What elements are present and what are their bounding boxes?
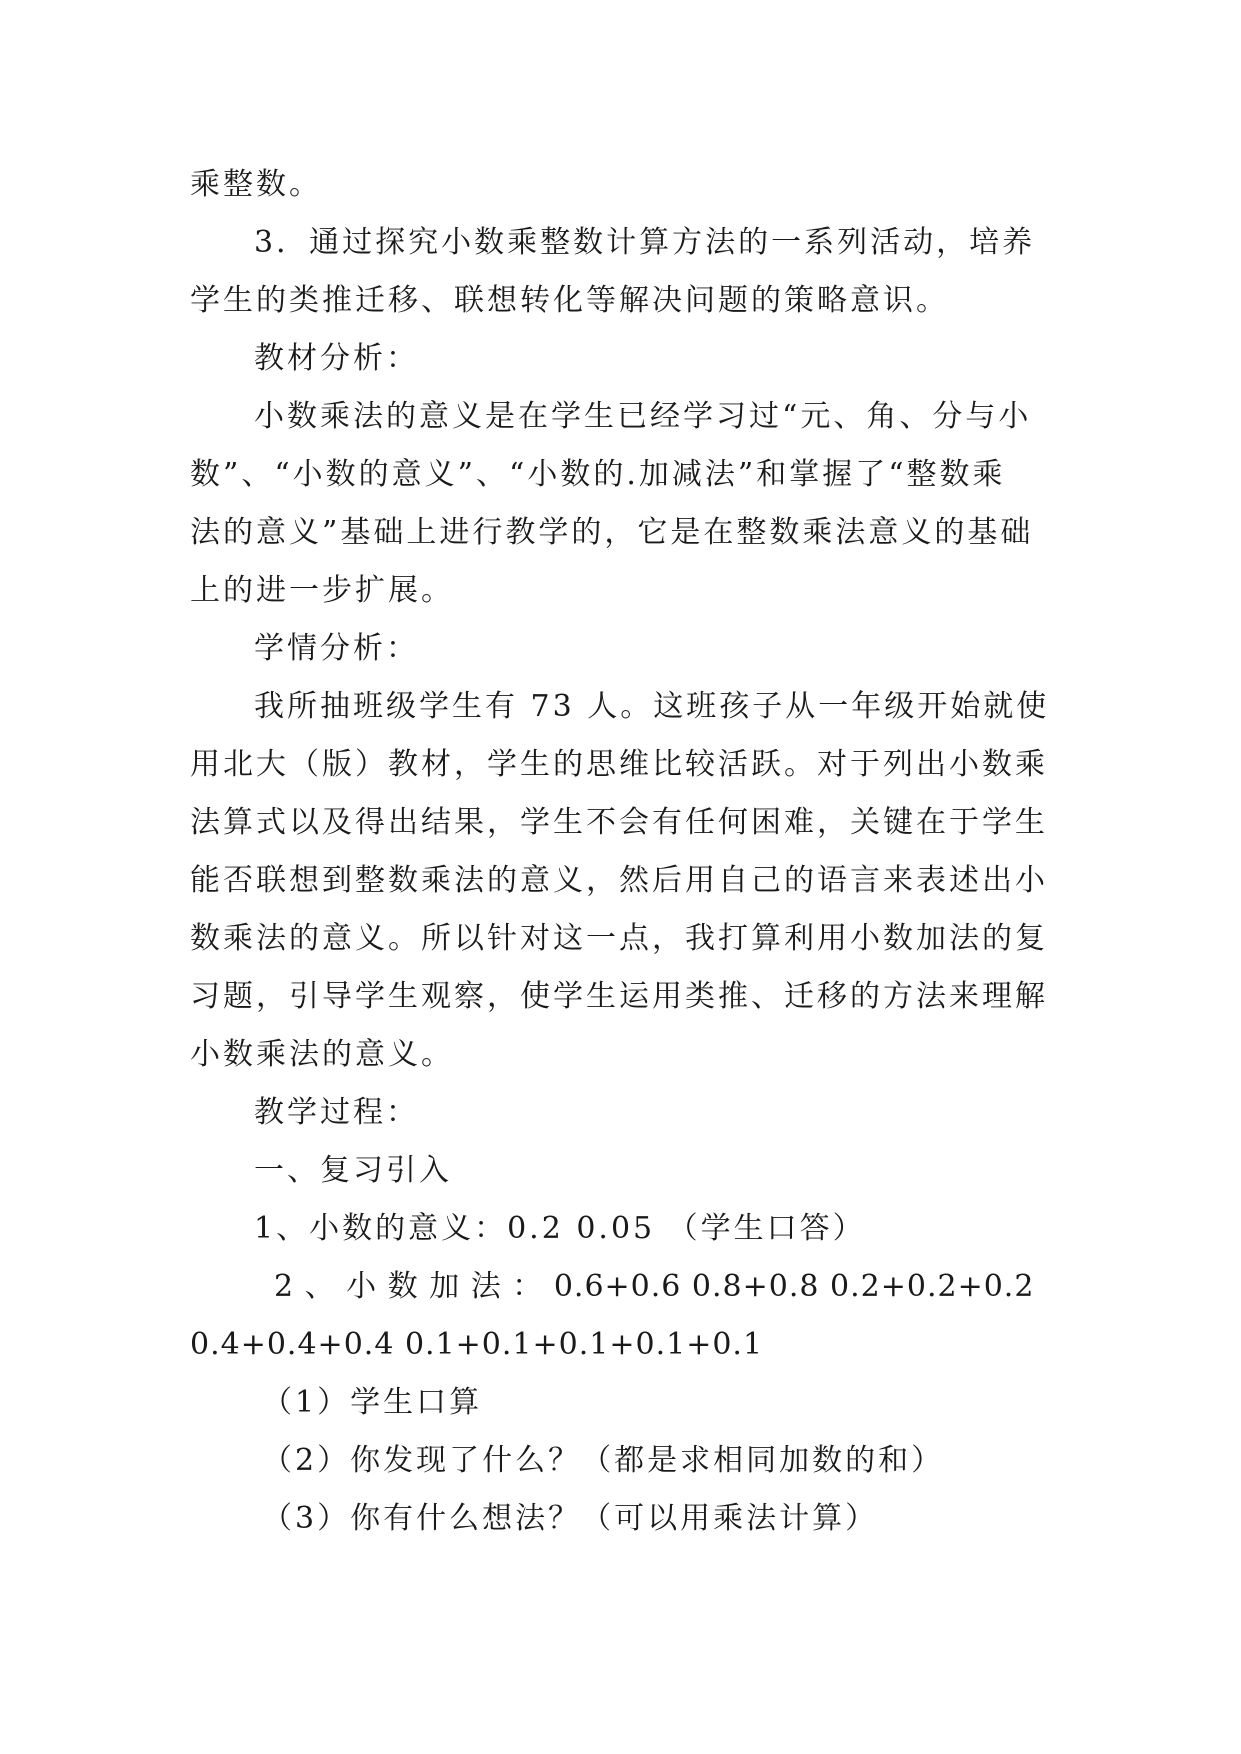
paragraph-line: 学生的类推迁移、联想转化等解决问题的策略意识。 — [190, 283, 949, 318]
question-2: （2）你发现了什么？（都是求相同加数的和） — [262, 1443, 945, 1478]
paragraph-line: 乘整数。 — [190, 167, 322, 202]
paragraph-line: 我所抽班级学生有 73 人。这班孩子从一年级开始就使 — [254, 689, 1050, 724]
paragraph-line: 数”、“小数的意义”、“小数的.加减法”和掌握了“整数乘 — [190, 457, 1006, 492]
paragraph-line: 法算式以及得出结果，学生不会有任何困难，关键在于学生 — [190, 805, 1048, 840]
paragraph-line: 上的进一步扩展。 — [190, 573, 454, 608]
review-item-1: 1、小数的意义：0.2 0.05 （学生口答） — [254, 1211, 866, 1246]
paragraph-line: 数乘法的意义。所以针对这一点，我打算利用小数加法的复 — [190, 921, 1048, 956]
review-item-2-continued: 0.4+0.4+0.4 0.1+0.1+0.1+0.1+0.1 — [190, 1327, 764, 1362]
document-body — [190, 156, 1050, 1548]
paragraph-line: 用北大（版）教材，学生的思维比较活跃。对于列出小数乘 — [190, 747, 1048, 782]
review-item-2: 2 、 小 数 加 法 ： 0.6+0.6 0.8+0.8 0.2+0.2+0.2 — [274, 1269, 1035, 1304]
paragraph-line: 小数乘法的意义。 — [190, 1037, 454, 1072]
section-heading-teaching-process: 教学过程： — [254, 1095, 419, 1130]
section-heading-textbook-analysis: 教材分析： — [254, 341, 419, 376]
paragraph-line: 习题，引导学生观察，使学生运用类推、迁移的方法来理解 — [190, 979, 1048, 1014]
subsection-heading-review: 一、复习引入 — [254, 1153, 452, 1188]
question-3: （3）你有什么想法？（可以用乘法计算） — [262, 1501, 879, 1536]
paragraph-line: 小数乘法的意义是在学生已经学习过“元、角、分与小 — [254, 399, 1032, 434]
objective-3: 3．通过探究小数乘整数计算方法的一系列活动，培养 — [254, 225, 1036, 260]
section-heading-student-analysis: 学情分析： — [254, 631, 419, 666]
paragraph-line: 法的意义”基础上进行教学的，它是在整数乘法意义的基础 — [190, 515, 1034, 550]
paragraph-line: 能否联想到整数乘法的意义，然后用自己的语言来表述出小 — [190, 863, 1048, 898]
question-1: （1）学生口算 — [262, 1385, 483, 1420]
